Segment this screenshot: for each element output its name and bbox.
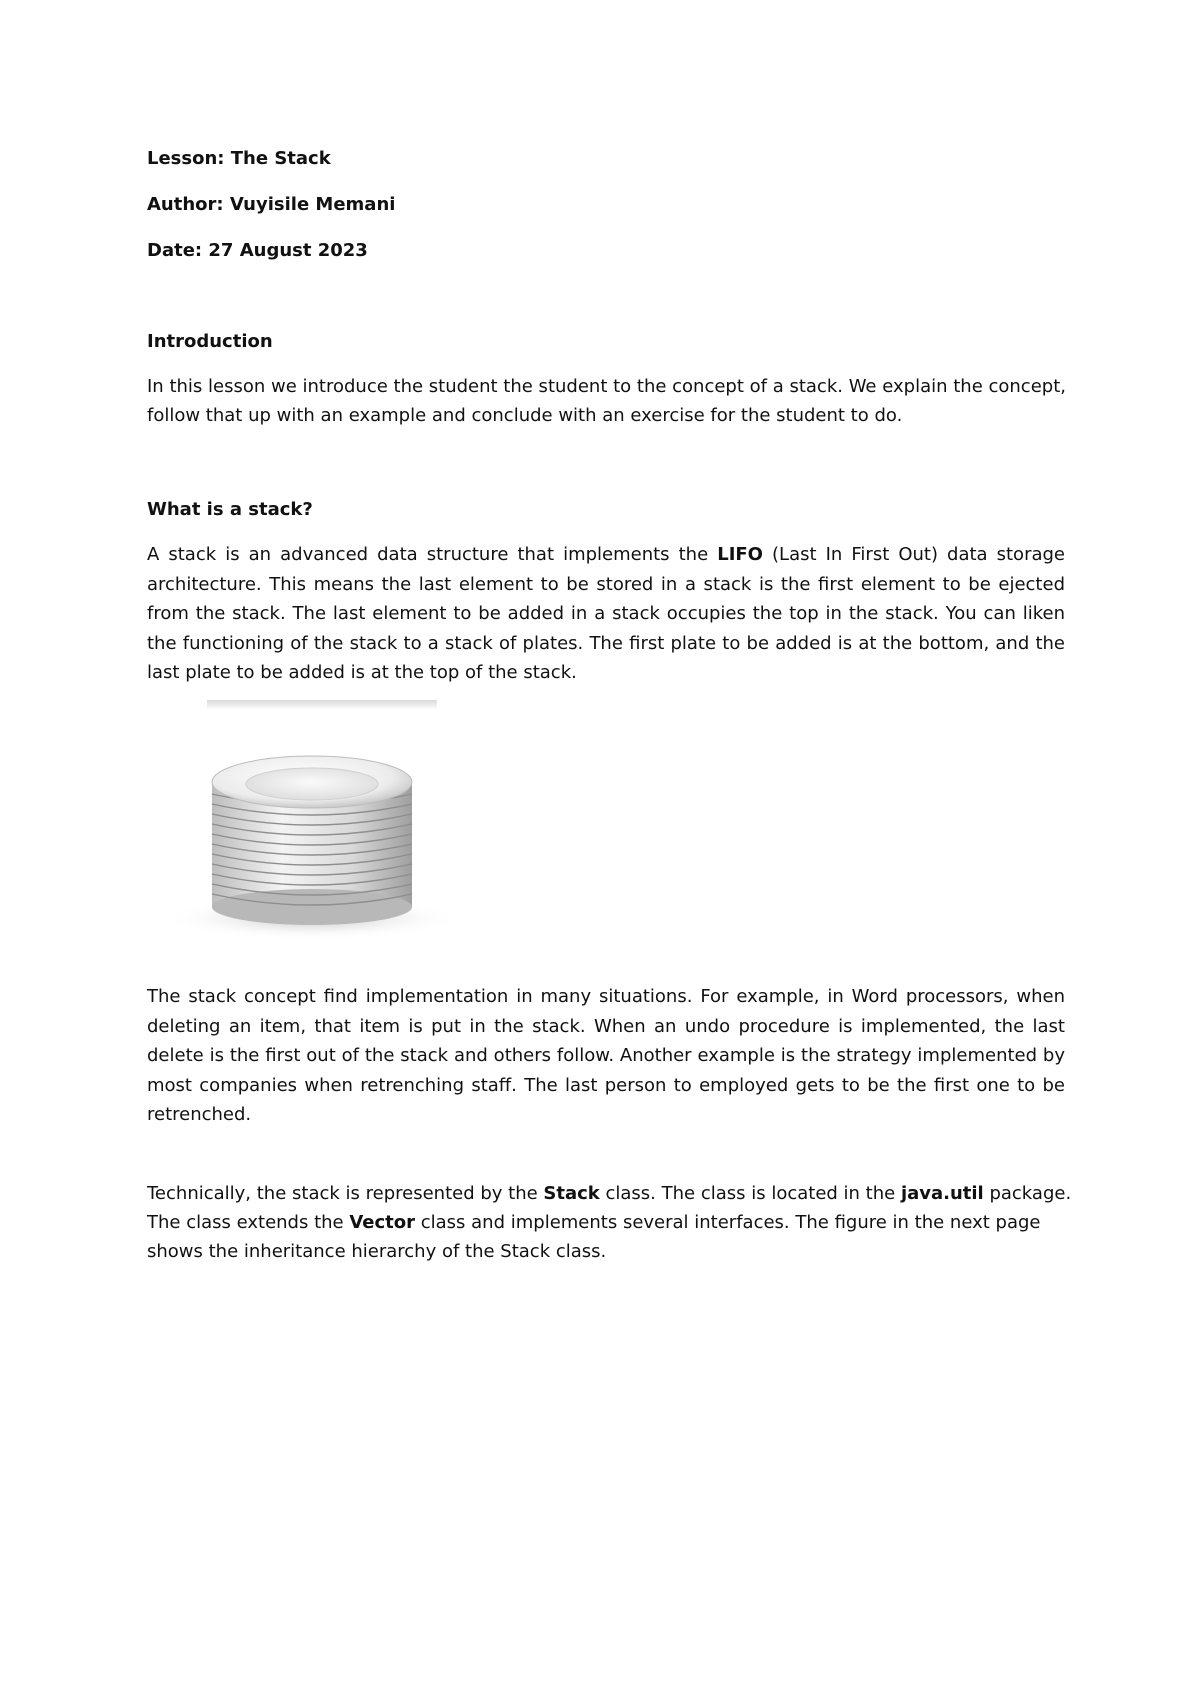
author-label: Author: [147, 194, 224, 215]
technical-line-3: shows the inheritance hierarchy of the Stack class. [147, 1241, 607, 1262]
technical-text-1c: package. [983, 1183, 1072, 1204]
stack-of-plates-image [147, 700, 497, 945]
introduction-line-2: follow that up with an example and conclude with an exercise for the student to do. [147, 405, 903, 426]
stack-class-term: Stack [543, 1183, 600, 1204]
definition-text-rest: (Last In First Out) data storage architecture. This means the last element to be stored in a stack is the first element to be ejected from the stack. The last element to be added in a stack occupies the top in the stack. You can liken the functioning of the stack to a stack of plates. The first plate to be added is at the bottom, and the last plate to be added is at the top of the stack. [147, 544, 1065, 683]
java-util-term: java.util [900, 1183, 984, 1204]
what-is-stack-heading: What is a stack? [147, 499, 313, 520]
stack-examples-paragraph: The stack concept find implementation in many situations. For example, in Word processors, when deleting an item, that item is put in the stack. When an undo procedure is implemented, the last delete is the first out of the stack and others follow. Another example is the strategy implemented by most companies when retrenching staff. The last person to employed gets to be the first one to be retrenched. [147, 986, 1065, 1125]
stack-definition-paragraph [147, 540, 1065, 688]
technical-text-1b: class. The class is located in the [599, 1183, 901, 1204]
date-line [147, 240, 368, 261]
lesson-title: The Stack [230, 148, 331, 169]
technical-text-2b: class and implements several interfaces. The figure in the next page [415, 1212, 1041, 1233]
definition-text-start: A stack is an advanced data structure that implements the [147, 544, 718, 565]
date-value: 27 August 2023 [208, 240, 368, 261]
lesson-label: Lesson: [147, 148, 225, 169]
technical-text-1a: Technically, the stack is represented by the [147, 1183, 544, 1204]
author-line [147, 194, 395, 215]
introduction-heading: Introduction [147, 331, 273, 352]
lesson-line [147, 148, 331, 169]
introduction-line-1: In this lesson we introduce the student the student to the concept of a stack. We explain the concept, [147, 376, 1066, 397]
plates-icon [147, 700, 497, 945]
technical-line-1 [147, 1183, 1071, 1204]
date-label: Date: [147, 240, 203, 261]
technical-line-2 [147, 1212, 1041, 1233]
lifo-term: LIFO [717, 544, 763, 565]
author-name: Vuyisile Memani [229, 194, 396, 215]
vector-class-term: Vector [349, 1212, 416, 1233]
technical-text-2a: The class extends the [147, 1212, 350, 1233]
